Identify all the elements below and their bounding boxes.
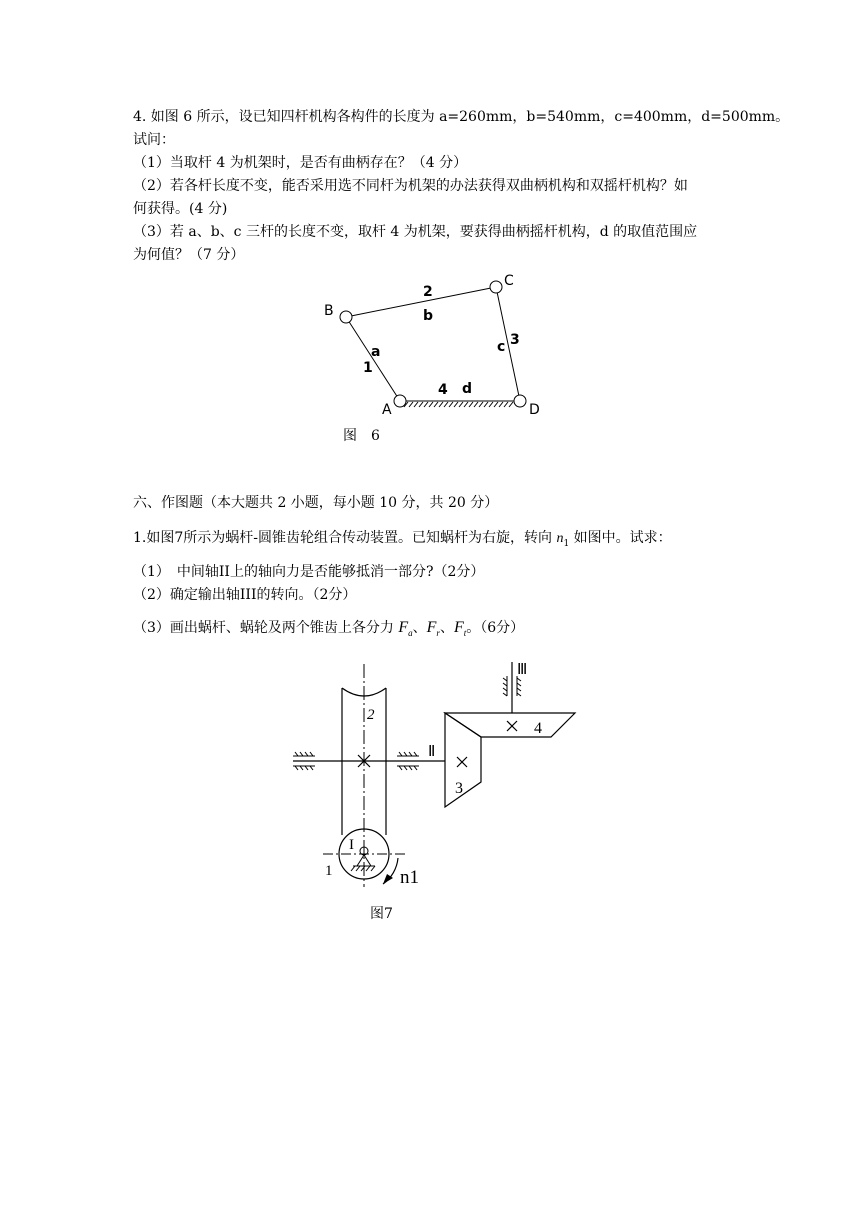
label-A: A (382, 402, 392, 418)
force-Ft: F (453, 619, 464, 636)
joint-C (490, 281, 502, 293)
label-link-1: 1 (363, 360, 373, 376)
label-a: a (371, 344, 381, 360)
q4-sub2b: 何获得。(4 分) (133, 201, 228, 217)
q4-sub3b: 为何值？（7 分） (133, 247, 245, 263)
var-n: n (556, 531, 564, 546)
link-2 (346, 287, 496, 317)
label-b: b (423, 308, 434, 324)
label-link-4: 4 (438, 382, 448, 398)
label-link-2: 2 (423, 284, 433, 300)
s6-sub3-pre: （3）画出蜗杆、蜗轮及两个锥齿上各分力 (133, 620, 399, 636)
bevel-gear-4 (445, 713, 575, 737)
q4-sub1: （1）当取杆 4 为机架时，是否有曲柄存在？（4 分） (133, 155, 468, 171)
s6-sub1: （1） 中间轴II上的轴向力是否能够抵消一部分?（2分） (133, 564, 485, 580)
bevel-gear-3 (445, 713, 481, 807)
label-link-3: 3 (510, 332, 520, 348)
frame-hatching (404, 402, 513, 407)
force-Fa: F (398, 619, 409, 636)
force-Fr: F (426, 619, 437, 636)
s6-sub3 (133, 618, 524, 643)
q4-line2: 试问： (133, 132, 175, 148)
joint-D (514, 395, 526, 407)
s6-q1 (133, 528, 672, 554)
label-B: B (324, 303, 334, 319)
label-c: c (497, 339, 506, 355)
section-6-heading: 六、作图题（本大题共 2 小题，每小题 10 分，共 20 分） (133, 495, 499, 511)
force-Fa-sub: a (408, 627, 413, 638)
label-D: D (529, 402, 540, 418)
sep-1: 、 (412, 620, 427, 636)
var-n-sub: 1 (563, 538, 570, 549)
q4-sub2a: （2）若各杆长度不变，能否采用选不同杆为机架的办法获得双曲柄机构和双摇杆机构？如 (133, 178, 688, 194)
q4-sub3a: （3）若 a、b、c 三杆的长度不变，取杆 4 为机架，要获得曲柄摇杆机构，d 的取值范围应 (133, 224, 698, 240)
label-n1: n1 (400, 867, 419, 888)
figure-6-four-bar-linkage (310, 268, 550, 426)
s6-sub3-post: 。（6分） (466, 620, 525, 636)
force-Fr-sub: r (436, 627, 440, 638)
label-gear-3: 3 (455, 780, 463, 797)
joint-A (394, 395, 406, 407)
gear-3-cross (457, 757, 467, 767)
joint-B (340, 311, 352, 323)
s6-q1-pre: 1.如图7所示为蜗杆-圆锥齿轮组合传动装置。已知蜗杆为右旋，转向 (133, 530, 557, 546)
label-I: I (349, 837, 354, 853)
q4-line1: 4. 如图 6 所示，设已知四杆机构各构件的长度为 a=260mm，b=540mm，c=400mm，d=500mm。 (133, 109, 790, 125)
sep-2: 、 (439, 620, 454, 636)
gear-4-cross (507, 721, 517, 731)
s6-sub2: （2）确定输出轴III的转向。（2分） (133, 587, 357, 603)
label-d: d (462, 381, 473, 397)
label-III: Ⅲ (517, 662, 528, 678)
label-II: Ⅱ (428, 744, 436, 760)
s6-q1-post: 如图中。试求： (569, 530, 672, 546)
force-Ft-sub: t (463, 627, 467, 638)
label-gear-4: 4 (534, 720, 542, 737)
figure-6-caption: 图 6 (343, 428, 380, 444)
label-C: C (504, 273, 514, 289)
figure-7-caption: 图7 (370, 906, 393, 922)
label-gear-2: 2 (367, 707, 375, 723)
worm-support (351, 847, 375, 871)
figure-7-worm-bevel-drive (285, 652, 590, 900)
label-gear-1: 1 (325, 863, 333, 879)
